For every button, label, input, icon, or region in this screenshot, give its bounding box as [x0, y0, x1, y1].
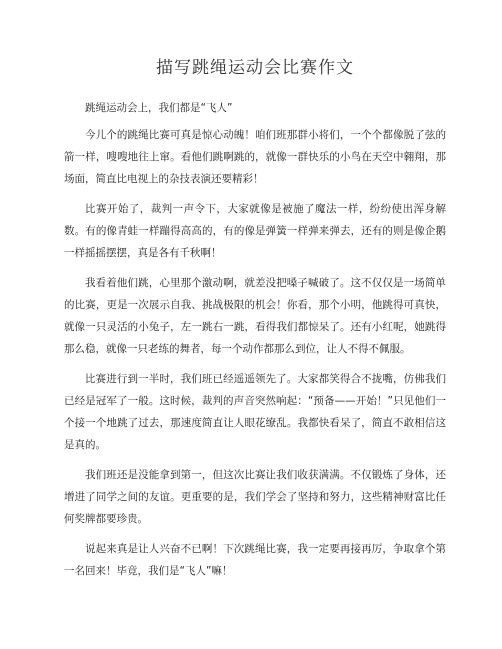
paragraph: 今儿个的跳绳比赛可真是惊心动魄！咱们班那群小将们，一个个都像脱了弦的箭一样，嗖嗖地往上窜。看他们跳啊跳的，就像一群快乐的小鸟在天空中翱翔，那场面，简直比电视上的杂技表演还要精彩！ [64, 129, 446, 185]
paragraph: 比赛开始了，裁判一声令下，大家就像是被施了魔法一样，纷纷使出浑身解数。有的像青蛙一样蹦得高高的，有的像是弹簧一样弹来弹去，还有的则是像企鹅一样摇摇摆摆，真是各有千秋啊！ [64, 203, 446, 259]
paragraph-subtitle: 跳绳运动会上，我们都是“飞人” [85, 102, 233, 114]
paragraph: 我看着他们跳，心里那个激动啊，就差没把嗓子喊破了。这不仅仅是一场简单的比赛，更是一次展示自我、挑战极限的机会！你看，那个小明，他跳得可真快，就像一只灵活的小兔子，左一跳右一跳，看得我们都惊呆了。还有小红呢，她跳得那么稳，就像一只老练的舞者，每一个动作都那么到位，让人不得不佩服。 [64, 277, 446, 355]
paragraph: 我们班还是没能拿到第一，但这次比赛让我们收获满满。不仅锻炼了身体，还增进了同学之间的友谊。更重要的是，我们学会了坚持和努力，这些精神财富比任何奖牌都要珍贵。 [64, 469, 446, 525]
paragraph: 比赛进行到一半时，我们班已经遥遥领先了。大家都笑得合不拢嘴，仿佛我们已经是冠军了一般。这时候，裁判的声音突然响起：“预备——开始！”只见他们一个接一个地跳了过去，那速度简直让人眼花缭乱。我都快看呆了，简直不敢相信这是真的。 [64, 373, 446, 451]
document-title: 描写跳绳运动会比赛作文 [156, 58, 354, 78]
paragraph: 说起来真是让人兴奋不已啊！下次跳绳比赛，我一定要再接再厉，争取拿个第一名回来！毕竟，我们是“飞人”嘛！ [64, 543, 446, 577]
